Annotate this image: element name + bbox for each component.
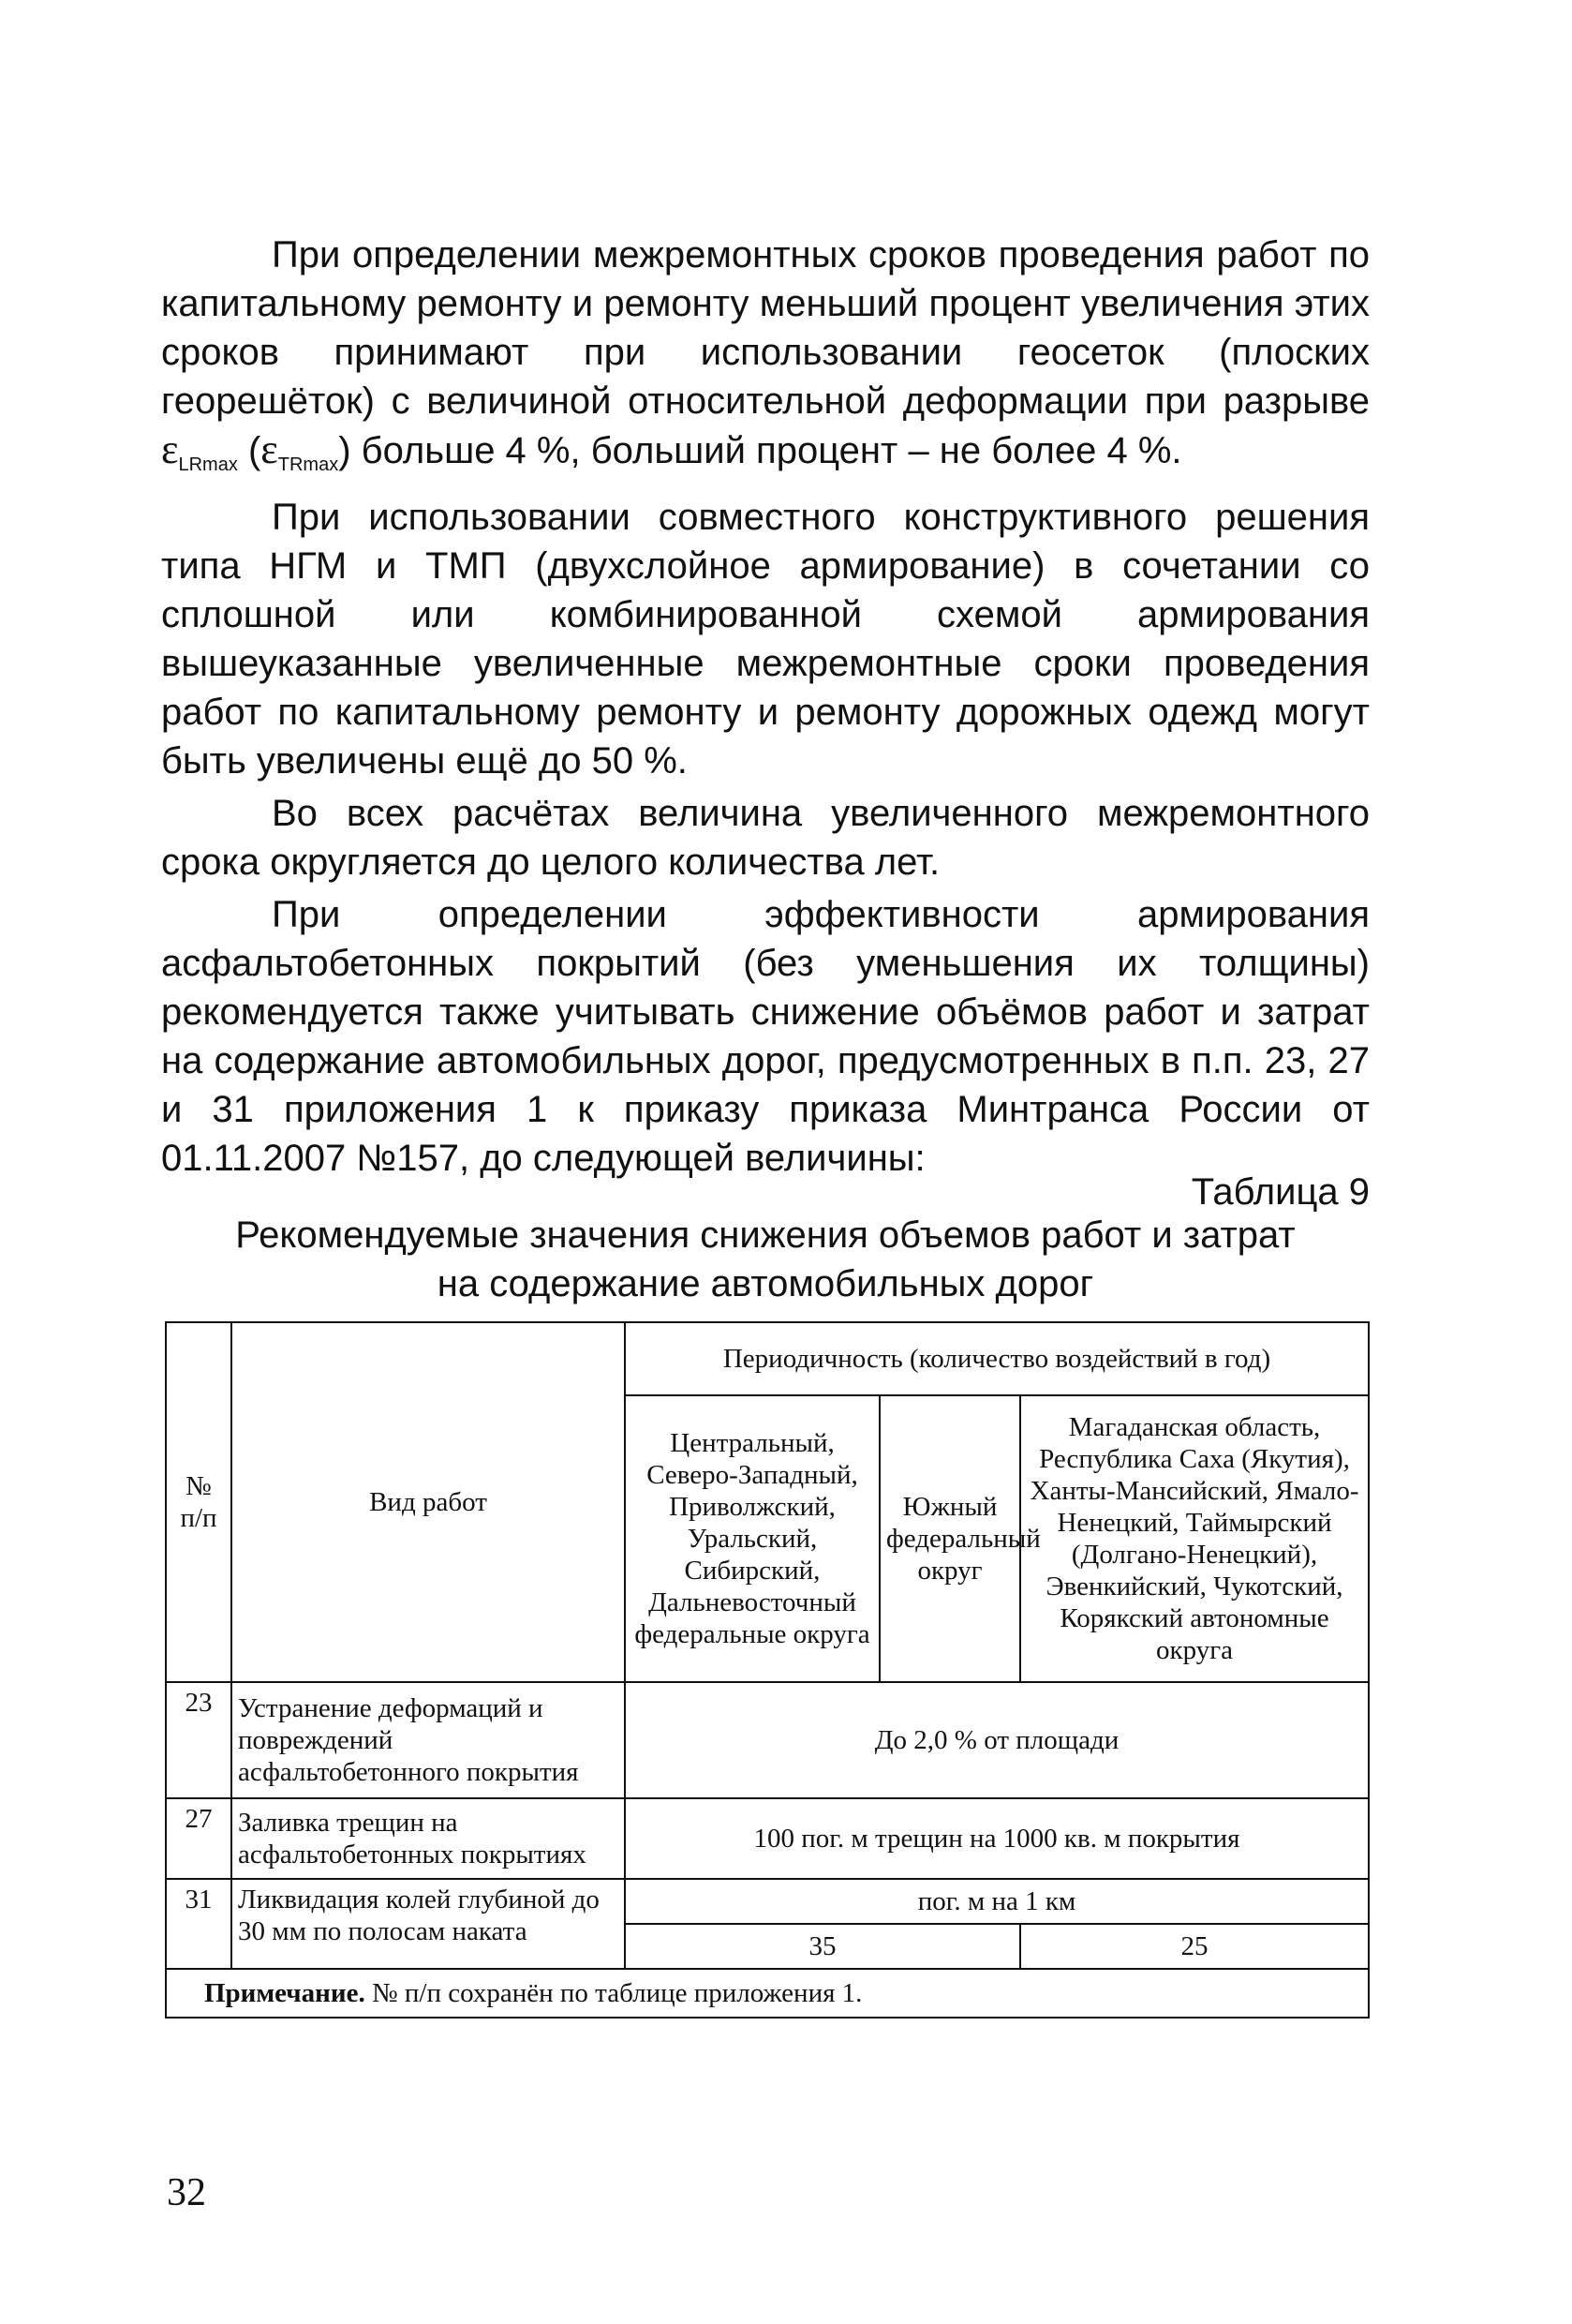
row-value-b: 25: [1020, 1924, 1369, 1969]
data-table: [165, 1321, 1370, 2019]
row-work: Заливка трещин на асфальтобетонных покрытиях: [231, 1798, 625, 1879]
table-title-line: на содержание автомобильных дорог: [437, 1263, 1094, 1304]
row-work: Ликвидация колей глубиной до 30 мм по полосам наката: [231, 1879, 625, 1969]
page-number: 32: [167, 2171, 206, 2214]
paragraph-1-text: При определении межремонтных сроков проведения работ по капитальному ремонту и ремонту меньший процент увеличения этих сроков принимают при использовании геосеток (плоских георешёток) с величиной относительной деформации при разрыве: [161, 234, 1370, 422]
note-text: № п/п сохранён по таблице приложения 1.: [364, 1978, 863, 2008]
table-title: [161, 1211, 1370, 1308]
paragraph-3: Во всех расчётах величина увеличенного межремонтного срока округляется до целого количества лет.: [161, 793, 1370, 883]
table-row: [166, 1879, 1369, 1924]
row-work: Устранение деформаций и повреждений асфальтобетонного покрытия: [231, 1682, 625, 1798]
header-district-1: Центральный, Северо-Западный, Приволжский, Уральский, Сибирский, Дальневосточный федеральные округа: [625, 1395, 880, 1682]
epsilon-subscript: TRmax: [277, 454, 339, 475]
row-value: пог. м на 1 км: [625, 1879, 1369, 1924]
epsilon-symbol: ε: [260, 426, 278, 472]
header-num: № п/п: [166, 1322, 231, 1682]
body-text: [161, 231, 1370, 1183]
table-note-row: [166, 1969, 1369, 2018]
table-note: [166, 1969, 1369, 2018]
row-value: 100 пог. м трещин на 1000 кв. м покрытия: [625, 1798, 1369, 1879]
table-row: [166, 1682, 1369, 1798]
header-district-2: Южный федеральный округ: [880, 1395, 1020, 1682]
row-value-a: 35: [625, 1924, 1020, 1969]
paragraph-2: При использовании совместного конструктивного решения типа НГМ и ТМП (двухслойное армирование) в сочетании со сплошной или комбинированной схемой армирования вышеуказанные увеличенные межремонтные сроки проведения работ по капитальному ремонту и ремонту дорожных одежд могут быть увеличены ещё до 50 %.: [161, 497, 1370, 782]
table-header-row: [166, 1322, 1369, 1395]
table-row: [166, 1798, 1369, 1879]
row-num: 27: [166, 1798, 231, 1879]
header-periodicity: Периодичность (количество воздействий в год): [625, 1322, 1369, 1395]
note-label: Примечание.: [204, 1978, 365, 2008]
paren: (: [237, 430, 261, 471]
row-num: 23: [166, 1682, 231, 1798]
paragraph-1: [161, 231, 1370, 489]
epsilon-subscript: LRmax: [178, 454, 238, 475]
row-num: 31: [166, 1879, 231, 1969]
paragraph-1-end: ) больше 4 %, больший процент – не более 4 %.: [338, 430, 1182, 471]
paragraph-4: При определении эффективности армирования асфальтобетонных покрытий (без уменьшения их толщины) рекомендуется также учитывать снижение объёмов работ и затрат на содержание автомобильных дорог, предусмотренных в п.п. 23, 27 и 31 приложения 1 к приказу приказа Минтранса России от 01.11.2007 №157, до следующей величины:: [161, 894, 1370, 1179]
table-number: Таблица 9: [1191, 1171, 1370, 1213]
header-district-3: Магаданская область, Республика Саха (Якутия), Ханты-Мансийский, Ямало-Ненецкий, Таймырский (Долгано-Ненецкий), Эвенкийский, Чукотский, Корякский автономные округа: [1020, 1395, 1369, 1682]
row-value: До 2,0 % от площади: [625, 1682, 1369, 1798]
table-title-line: Рекомендуемые значения снижения объемов работ и затрат: [235, 1214, 1296, 1256]
epsilon-symbol: ε: [161, 426, 179, 472]
header-work: Вид работ: [231, 1322, 625, 1682]
